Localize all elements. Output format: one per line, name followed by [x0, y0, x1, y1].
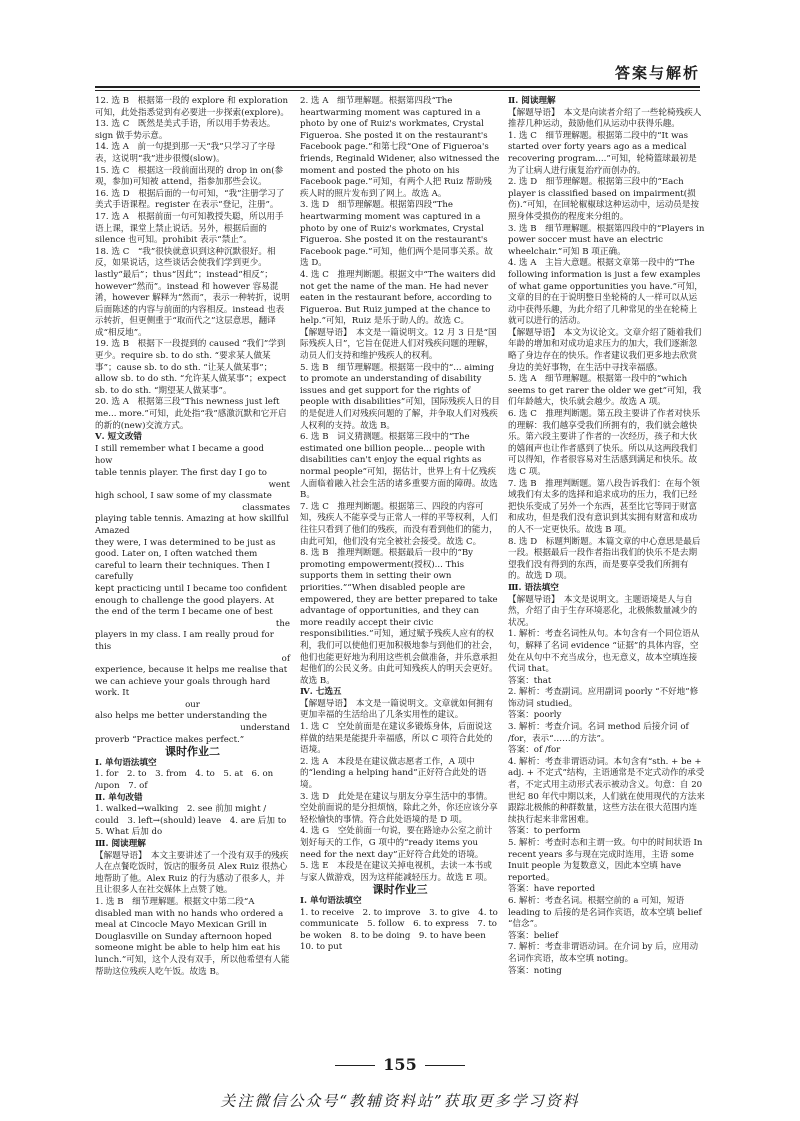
guide-text: 【解题导语】 本文是一篇说明文。12 月 3 日是“国际残疾人日”，它旨在促进人们对残疾问题的理解，动员人们支持和维护残疾人的权利。	[300, 327, 497, 362]
section-heading: Ⅲ. 语法填空	[508, 582, 559, 593]
correction-word: classmates	[242, 502, 290, 513]
answer-item: 7. 解析：考查非谓语动词。在介词 by 后，应用动名词作宾语，故本空填 noting。	[508, 942, 699, 964]
answer-item: 4. 选 G 空处前面一句说，要在路途办公室之前计划好每天的工作，G 项中的“ready items you need for the next day”正好符合此处的语境。	[300, 826, 493, 860]
guide-text: 【解题导语】 本文是一篇说明文。文章就如何拥有更加幸福的生活给出了几条实用性的建议。	[300, 698, 494, 721]
answer-item: 3. 选 D 此处是在建议与朋友分享生活中的事情。空处前面说的是分担烦恼，除此之外，你还应该分享轻松愉快的事情。符合此处语境的是 D 项。	[300, 791, 498, 825]
correction-word: Amazed	[95, 525, 130, 536]
error-correction-passage	[95, 444, 290, 746]
passage-line: high school, I saw some of my classmate	[95, 491, 272, 502]
passage-line: proverb “Practice makes perfect.”	[95, 734, 245, 745]
answer-item: 4. 选 C 推理判断题。根据文中“The waiters did not get the name of the man. He had never eaten in the restaurant before, according to Figueroa. But Ruiz jumped at the chance to help.”可知，Ruiz 是乐于助人的。故选 C。	[300, 269, 496, 327]
answer-item: 6. 选 C 推理判断题。第五段主要讲了作者对快乐的理解：我们越享受我们所拥有的，我们就会越快乐。第六段主要讲了作者的一次经历，孩子和大伙的嬉闹声也让作者感到了快乐。所以从这两段我们可以得知，作者很容易对生活感到满足和快乐。故选 C 项。	[508, 409, 701, 477]
passage-line: playing table tennis. Amazing at how skillful	[95, 514, 289, 525]
passage-line: players in my class. I am really proud for this	[95, 630, 274, 652]
correction-word: carefully	[95, 572, 134, 583]
answer-item: 6. 解析：考查名词。根据空前的 a 可知，短语 leading to 后接的是名词作宾语，故本空填 belief “信念”。	[508, 895, 702, 930]
answer-line: 1. walked→walking 2. see 前加 might / could 3. left→(should) leave 4. are 后加 to 5. What 后加 do	[95, 804, 295, 838]
passage-line: they were, I was determined to be just as good. Later on, I often watched them careful to learn their techniques. Then I	[95, 537, 276, 571]
answer-item: 8. 选 D 标题判断题。本篇文章的中心意思是最后一段。根据最后一段作者指出我们的快乐不是去期望我们没有得到的东西，而是要享受我们所拥有的。故选 D 项。	[508, 536, 701, 582]
section-heading: Ⅰ. 单句语法填空	[95, 757, 157, 768]
header-rule-thin	[95, 90, 700, 91]
answer-item: 13. 选 C 既然是美式手语，所以用手势表达。sign 做手势示意。	[95, 119, 276, 141]
column-middle	[300, 96, 500, 954]
answer-item: 2. 选 A 本段是在建议做志愿者工作，A 项中的“lending a helping hand”正好符合此处的语境。	[300, 756, 487, 791]
answer-key: 答案：to perform	[508, 826, 581, 837]
passage-line: kept practicing until I became too confident enough to challenge the good players. At the end of the term I became one of best	[95, 583, 287, 618]
passage-line: I still remember what I became a good	[95, 443, 264, 454]
answer-item: 2. 选 A 细节理解题。根据第四段“The heartwarming moment was captured in a photo by one of Ruiz's workmates, Crystal Figueroa. She posted it on the restaurant's Facebook page.”和第七段“One of Figueroa's friends, Reginald Widener, also witnessed the moment and posted the photo on his Facebook page.”可知，有两个人把 Ruiz 帮助残疾人时的照片发布到了网上。故选 A。	[300, 96, 500, 199]
answer-item: 3. 选 D 细节理解题。根据第四段“The heartwarming moment was captured in a photo by one of Ruiz's workmates, Crystal Figueroa. She posted it on the restaurant's Facebook page.”可知，他们两个是同事关系。故选 D。	[300, 200, 493, 269]
answer-line: 1. for 2. to 3. from 4. to 5. at 6. on /upon 7. of	[95, 769, 274, 792]
answer-item: 19. 选 B 根据下一段提到的 caused “我们”学到更少。require sb. to do sth. “要求某人做某事”；cause sb. to do sth. “让某人做某事”；allow sb. to do sth. “允许某人做某事”；expect sb. to do sth. “期望某人做某事”。	[95, 339, 287, 396]
answer-item: 8. 选 B 推理判断题。根据最后一段中的“By promoting empowerment(授权)... This supports them in setting their own priorities.”“When disabled people are empowered, they are better prepared to take advantage of opportunities, and they can more readily accept their civic responsibilities.”可知，通过赋予残疾人应有的权利，我们可以使他们更加积极地参与到他们的社会，他们也能更好地为利用这些机会做准备，并乐意承担起他们的公民义务。由此可知残疾人的明天会更好。故选 B。	[300, 548, 498, 686]
section-heading: Ⅲ. 阅读理解	[95, 839, 146, 849]
correction-word: our	[185, 699, 200, 710]
answer-item: 2. 选 D 细节理解题。根据第三段中的“Each player is classified based on impairment(损伤).”可知，在回轮椒椒球这种运动中，运动员是按照身体受损伤的程度来分组的。	[508, 177, 699, 222]
guide-text: 【解题导语】 本文是说明文。主题语境是人与自然，介绍了由于生存环境恶化，北极熊数量减少的状况。	[508, 594, 698, 628]
passage-line: table tennis player. The first day I go to	[95, 468, 267, 478]
answer-item: 20. 选 A 根据第三段“This newness just left me... more.”可知，此处指“我”感激沉默和它开启的新的(new)交流方式。	[95, 397, 287, 431]
answer-item: 18. 选 C “我”很快就意识到这种沉默很好。相反，如果说话，这些谈话会使我们学到更少。lastly“最后”；thus“因此”；instead“相反”；however“然而”。instead 和 however 容易混淆，however 解释为“然而”，表示一种转折，说明后面陈述的内容与前面的内容相反。instead 也表示转折，但更侧重于“取而代之”这层意思，翻译成“相反地”。	[95, 246, 290, 338]
header-rule	[95, 86, 700, 88]
answer-item: 6. 选 B 词义猜测题。根据第三段中的“The estimated one billion people... people with disabilities can't enjoy the equal rights as normal people”可知，据估计，世界上有十亿残疾人面临着融入社会生活的诸多重要方面的障碍。故选 B。	[300, 432, 498, 501]
correction-word: understand	[240, 723, 290, 734]
passage-line: experience, because it helps me realise that we can achieve your goals through hard work. It	[95, 665, 288, 699]
answer-item: 4. 选 A 主旨大意题。根据文章第一段中的“The following information is just a few examples of what game opportunities you have.”可知，文章的目的在于说明整日坐轮椅的人一样可以从运动中获得乐趣，为此介绍了几种常见的坐在轮椅上就可以进行的活动。	[508, 258, 703, 327]
passage-line: also helps me better understanding the	[95, 711, 267, 722]
correction-word: went	[268, 479, 290, 490]
answer-item: 4. 解析：考查非谓语动词。本句含有“sth. + be + adj. + 不定式”结构，主语通常是不定式动作的承受者，不定式用主动形式表示被动含义。句意：自 20 世纪 80 年代中期以来，人们就在使用现代的方法来跟踪北极熊的种群数量，这些方法在很大范围内连续执行起来非常困难。	[508, 756, 705, 825]
answer-key: 答案：of /for	[508, 745, 561, 756]
answer-item: 12. 选 B 根据第一段的 explore 和 exploration 可知，此处指悉觉到有必要进一步探索(explore)。	[95, 96, 289, 118]
section-title: 课时作业二	[165, 745, 220, 759]
answer-key: 答案：noting	[508, 965, 562, 976]
answer-key: 答案：that	[508, 675, 552, 686]
section-title: 课时作业三	[372, 883, 428, 897]
correction-word: the	[275, 618, 290, 629]
answer-item: 3. 选 B 细节理解题。根据第四段中的“Players in power soccer must have an electric wheelchair.”可知 B 项正确。	[508, 223, 705, 257]
page-number-dash	[335, 1065, 375, 1066]
answer-item: 16. 选 D 根据后面的一句可知，“我”注册学习了美式手语课程。register 在表示“登记，注册”。	[95, 188, 285, 211]
answer-item: 5. 选 B 细节理解题。根据第一段中的“... aiming to promote an understanding of disability issues and get support for the rights of people with disabilities”可知，国际残疾人日的目的是促进人们对残疾问题的了解，并争取人们对残疾人权利的支持。故选 B。	[300, 362, 500, 431]
answer-item: 7. 选 B 推理判断题。第八段告诉我们：在每个领域我们有太多的选择和追求成功的压力，我们已经把快乐变成了另外一个东西，甚至比它等同于财富和成功，但是我们没有意识到其实拥有财富和成功的人不一定更快乐。故选 B 项。	[508, 478, 700, 535]
answer-list	[95, 96, 290, 432]
answer-item: 17. 选 A 根据前面一句可知教授失聪，所以用手语上课，课堂上禁止说话。另外，根据后面的 silence 也可知。prohibit 表示“禁止”。	[95, 211, 284, 246]
section-heading: Ⅰ. 单句语法填空	[300, 895, 362, 906]
footer-note: 关注微信公众号“教辅资料站”获取更多学习资料	[220, 1092, 580, 1110]
page-number-dash	[425, 1065, 465, 1066]
answer-item: 14. 选 A 前一句提到那一天“我”只学习了字母表，这说明“我”进步很慢(slow)。	[95, 142, 276, 164]
correction-word: of	[281, 653, 290, 664]
page-number-text: 155	[383, 1055, 417, 1074]
page-header	[0, 0, 800, 100]
header-title: 答案与解析	[614, 64, 700, 82]
correction-word: how	[95, 455, 113, 466]
section-heading: Ⅱ. 阅读理解	[508, 96, 556, 106]
section-heading: Ⅴ. 短文改错	[95, 432, 143, 443]
guide-text: 【解题导语】 本文主要讲述了一个没有双手的残疾人在点餐吃饭时，饭店的服务员 Alex Ruiz 很热心地帮助了他。Alex Ruiz 的行为感动了很多人，并且让很多人在社交媒体上点赞了她。	[95, 850, 289, 896]
answer-item: 1. 解析：考查名词性从句。本句含有一个同位语从句，解释了名词 evidence “证据”的具体内容，空处在从句中不充当成分，也无意义，故本空填连接代词 that。	[508, 629, 700, 675]
answer-key: 答案：belief	[508, 930, 559, 941]
answer-item: 3. 解析：考查介词。名词 method 后接介词 of /for，表示“……的方法”。	[508, 722, 689, 744]
answer-item: 5. 选 E 本段是在建议关掉电视机，去读一本书或与家人做游戏，因为这样能减轻压力。故选 E 项。	[300, 861, 493, 883]
page-number	[0, 1055, 800, 1074]
answer-item: 2. 解析：考查副词。应用副词 poorly “不好地”修饰动词 studied。	[508, 687, 699, 709]
answer-item: 7. 选 C 推理判断题。根据第三、四段的内容可知，残疾人不能享受与正常人一样的平等权利，人们往往只看到了他们的残疾，而没有看到他们的能力，由此可知，他们没有完全被社会接受。故选 C。	[300, 501, 498, 547]
answer-key: 答案：poorly	[508, 710, 562, 721]
guide-text: 【解题导语】 本文是向读者介绍了一些轮椅残疾人推荐几种运动，鼓励他们从运动中获得乐趣。	[508, 107, 702, 130]
section-heading: Ⅳ. 七选五	[300, 687, 342, 698]
answer-key: 答案：have reported	[508, 884, 596, 895]
section-heading: Ⅱ. 单句改错	[95, 792, 143, 803]
answer-line: 1. to receive 2. to improve 3. to give 4. to communicate 5. follow 6. to express 7. to be woken 8. to be doing 9. to have been 10. to put	[300, 907, 498, 953]
column-left	[95, 96, 295, 978]
answer-item: 1. 选 C 空处前面是在建议多锻炼身体，后面说这样做的结果是能提升幸福感，所以 C 项符合此处的语境。	[300, 722, 493, 756]
guide-text: 【解题导语】 本文为议论文。文章介绍了随着我们年龄的增加和对成功追求压力的加大，我们逐渐忽略了身边存在的快乐。作者建议我们更多地去欣赏身边的美好事物，在生活中寻找幸福感。	[508, 327, 702, 373]
answer-item: 5. 选 A 细节理解题。根据第一段中的“which seems to get rarer the older we get”可知，我们年龄越大，快乐就会越少。故选 A 项。	[508, 374, 702, 408]
column-right	[508, 96, 705, 977]
answer-item: 1. 选 B 细节理解题。根据文中第二段“A disabled man with no hands who ordered a meal at Cincocle Mayo Mexican Grill in Douglasville on Sunday afternoon hoped someone might be able to help him eat his lunch.”可知，这个人没有双手，所以他希望有人能帮助这位残疾人吃午饭。故选 B。	[95, 896, 290, 977]
answer-item: 15. 选 C 根据这一段前面出现的 drop in on(参观，参加)可知被 attend，指参加那些会议。	[95, 165, 284, 188]
answer-item: 1. 选 C 细节理解题。根据第二段中的“It was started over forty years ago as a medical recovering program....”可知，轮椅篮球最初是为了让病人进行康复治疗而创办的。	[508, 130, 697, 176]
answer-item: 5. 解析：考查时态和主谓一致。句中的时间状语 In recent years 多与现在完成时连用，主语 some Inuit people 为复数意义，因此本空填 have reported。	[508, 838, 703, 883]
